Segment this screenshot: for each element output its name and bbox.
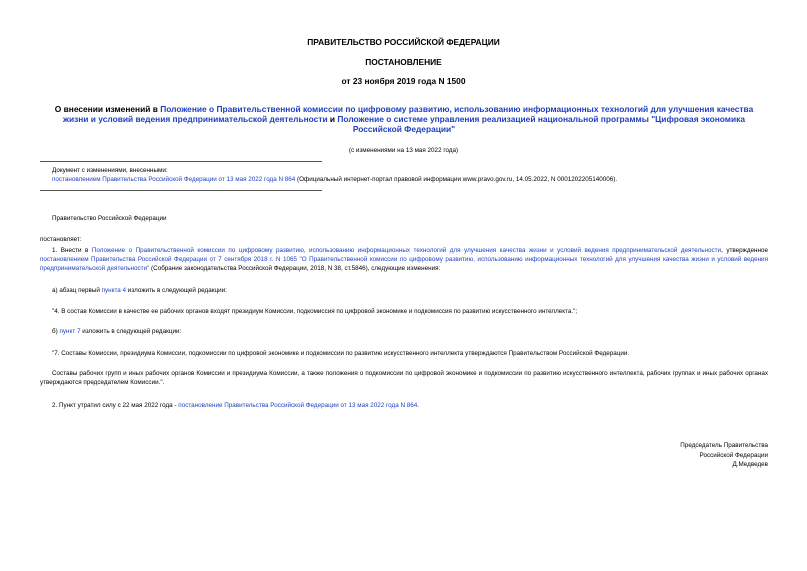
quote-point-7: "7. Составы Комиссии, президиума Комиссии, подкомиссии по цифровой экономике и подкомиссии по развитию искусственного интеллекта утверждаются Правительством Российской Федерации. <box>52 350 630 357</box>
quote-point-4: "4. В состав Комиссии в качестве ее рабочих органов входят президиум Комиссии, подкомиссия по цифровой экономике и подкомиссия по развитию искусственного интеллекта."; <box>52 308 578 315</box>
item-a-text: изложить в следующей редакции: <box>126 287 227 294</box>
government-heading: ПРАВИТЕЛЬСТВО РОССИЙСКОЙ ФЕДЕРАЦИИ <box>307 37 500 47</box>
document-title <box>48 104 760 134</box>
item-1-text: (Собрание законодательства Российской Федерации, 2018, N 38, ст.5846), следующие изменения: <box>149 265 441 272</box>
item-1-text: 1. Внести в <box>52 247 92 254</box>
item-2-text: 2. Пункт утратил силу с 22 мая 2022 года - <box>52 402 179 409</box>
title-link-regulation-program[interactable]: Положение о системе управления реализацией национальной программы "Цифровая экономика Российской Федерации" <box>337 114 745 134</box>
signature-name: Д.Медведев <box>732 461 768 468</box>
document-date-number: от 23 ноября 2019 года N 1500 <box>341 76 466 86</box>
item-a <box>40 286 768 295</box>
amendment-publication: (Официальный интернет-портал правовой информации www.pravo.gov.ru, 14.05.2022, N 0001202205140006). <box>295 176 618 183</box>
amendments-source <box>52 175 772 184</box>
title-text: и <box>327 114 338 124</box>
item-b-text: изложить в следующей редакции: <box>80 328 182 335</box>
item-1-link-regulation[interactable]: Положение о Правительственной комиссии по цифровому развитию, использованию информационных технологий для улучшения качества жизни и условий ведения предпринимательской деятельности <box>91 247 722 254</box>
title-text: О внесении изменений в <box>54 104 161 114</box>
amendments-intro: Документ с изменениями, внесенными: <box>52 167 168 174</box>
quote-point-7-continued: Составы рабочих групп и иных рабочих органов Комиссии и президиума Комиссии, а также положения о подкомиссии по цифровой экономике и подкомиссии по развитию искусственного интеллекта, рабочих группах и иных рабочих органах утверждаются председателем Комиссии.". <box>40 370 768 386</box>
item-a-link-point-4[interactable]: пункта 4 <box>101 287 127 294</box>
amendment-link[interactable]: постановлением Правительства Российской Федерации от 13 мая 2022 года N 864 <box>52 176 296 183</box>
item-b-link-point-7[interactable]: пункт 7 <box>59 328 81 335</box>
signature-country: Российской Федерации <box>699 451 768 459</box>
divider-top <box>40 161 322 162</box>
item-2 <box>40 401 768 410</box>
resolves: постановляет: <box>40 236 82 243</box>
revision-note: (с изменениями на 13 мая 2022 года) <box>348 147 459 154</box>
item-2-text: . <box>417 402 419 409</box>
government-rf: Правительство Российской Федерации <box>52 215 167 222</box>
item-a-text: а) абзац первый <box>52 287 102 294</box>
divider-bottom <box>40 190 322 191</box>
document-type: ПОСТАНОВЛЕНИЕ <box>365 57 442 67</box>
item-1 <box>40 246 768 273</box>
item-1-link-decree[interactable]: постановлением Правительства Российской Федерации от 7 сентября 2018 г. N 1065 "О Правительственной комиссии по цифровому развитию, использованию информационных технологий для улучшения качества жизни и условий ведения предпринимательской деятельности" <box>40 256 768 272</box>
item-b-text: б) <box>52 328 60 335</box>
title-link-regulation-commission[interactable]: Положение о Правительственной комиссии по цифровому развитию, использованию информационных технологий для улучшения качества жизни и условий ведения предпринимательской деятельности <box>63 104 754 124</box>
item-1-text: , утвержденное <box>721 247 768 254</box>
item-2-link-decree[interactable]: постановление Правительства Российской Федерации от 13 мая 2022 года N 864 <box>178 402 418 409</box>
signature-block <box>680 441 768 470</box>
signature-title: Председатель Правительства <box>680 442 768 449</box>
item-b <box>40 327 768 336</box>
